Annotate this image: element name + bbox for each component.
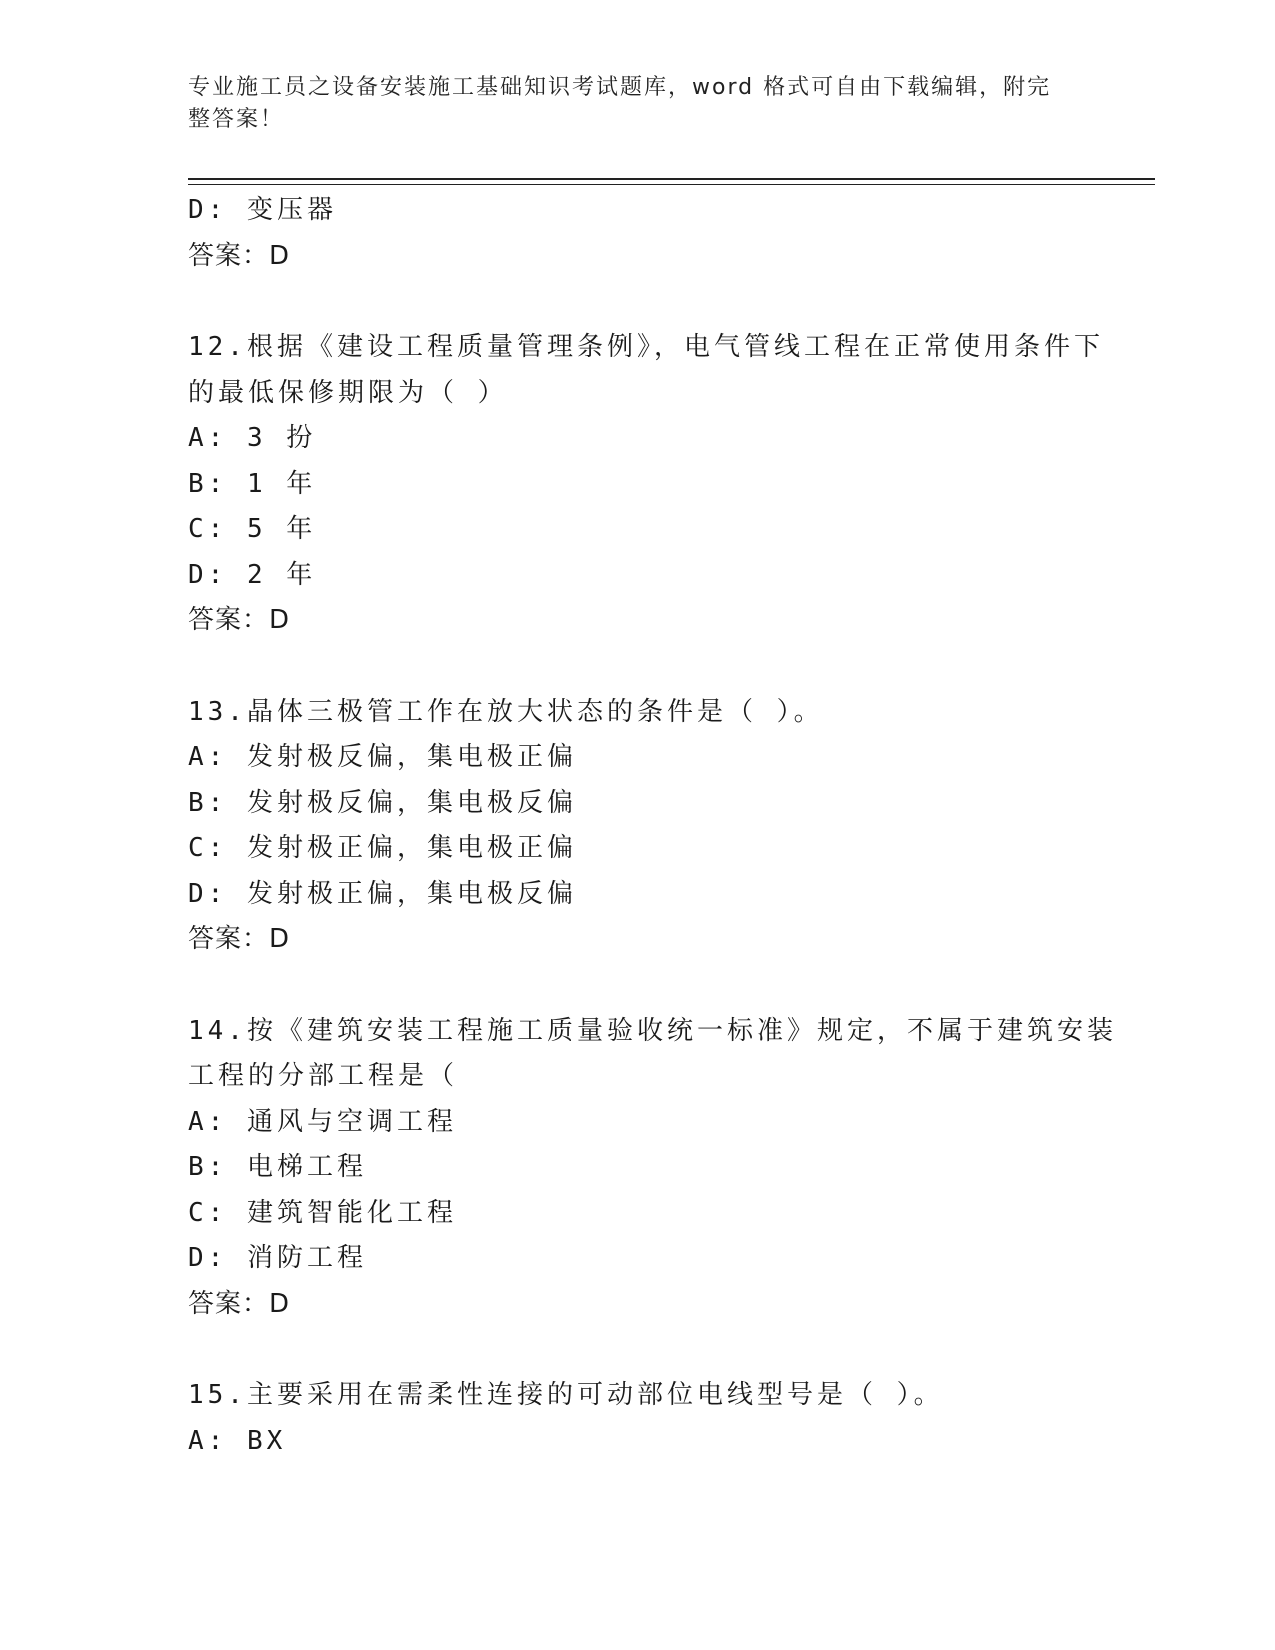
question-stem: 13.晶体三极管工作在放大状态的条件是（ ）。 <box>188 696 824 727</box>
option-d: D: 消防工程 <box>188 1243 367 1273</box>
header-divider-thin <box>188 184 1155 185</box>
option-d: D: 2 年 <box>188 559 317 590</box>
question-15 <box>188 1373 1088 1464</box>
option-a: A: BX <box>188 1425 287 1456</box>
option-c: C: 5 年 <box>188 514 317 544</box>
question-14 <box>188 1009 1117 1328</box>
question-12 <box>188 325 1104 644</box>
option-d: D: 发射极正偏，集电极反偏 <box>188 878 577 909</box>
question-stem-continued: 工程的分部工程是（ <box>188 1061 459 1091</box>
option-b: B: 电梯工程 <box>188 1152 367 1182</box>
option-a: A: 通风与空调工程 <box>188 1106 457 1137</box>
answer: 答案：D <box>188 1288 291 1319</box>
question-stem: 15.主要采用在需柔性连接的可动部位电线型号是（ ）。 <box>188 1380 944 1410</box>
document-body <box>188 188 1117 1464</box>
answer: 答案：D <box>188 605 291 635</box>
answer: 答案：D <box>188 240 291 271</box>
question-stem: 12.根据《建设工程质量管理条例》，电气管线工程在正常使用条件下 <box>188 332 1104 362</box>
question-stem: 14.按《建筑安装工程施工质量验收统一标准》规定，不属于建筑安装 <box>188 1015 1117 1046</box>
option-c: C: 发射极正偏，集电极正偏 <box>188 833 577 863</box>
option-a: A: 3 扮 <box>188 423 317 453</box>
option-a: A: 发射极反偏，集电极正偏 <box>188 742 577 772</box>
question-stem-continued: 的最低保修期限为（ ） <box>188 377 508 408</box>
option-b: B: 发射极反偏，集电极反偏 <box>188 787 577 818</box>
document-header: 专业施工员之设备安装施工基础知识考试题库，word 格式可自由下载编辑，附完整答案！ <box>188 75 1052 132</box>
option-c: C: 建筑智能化工程 <box>188 1197 457 1228</box>
question-13 <box>188 690 1088 963</box>
option-d: D: 变压器 <box>188 195 337 225</box>
option-b: B: 1 年 <box>188 468 317 499</box>
header-divider <box>188 178 1155 180</box>
answer: 答案：D <box>188 924 291 954</box>
